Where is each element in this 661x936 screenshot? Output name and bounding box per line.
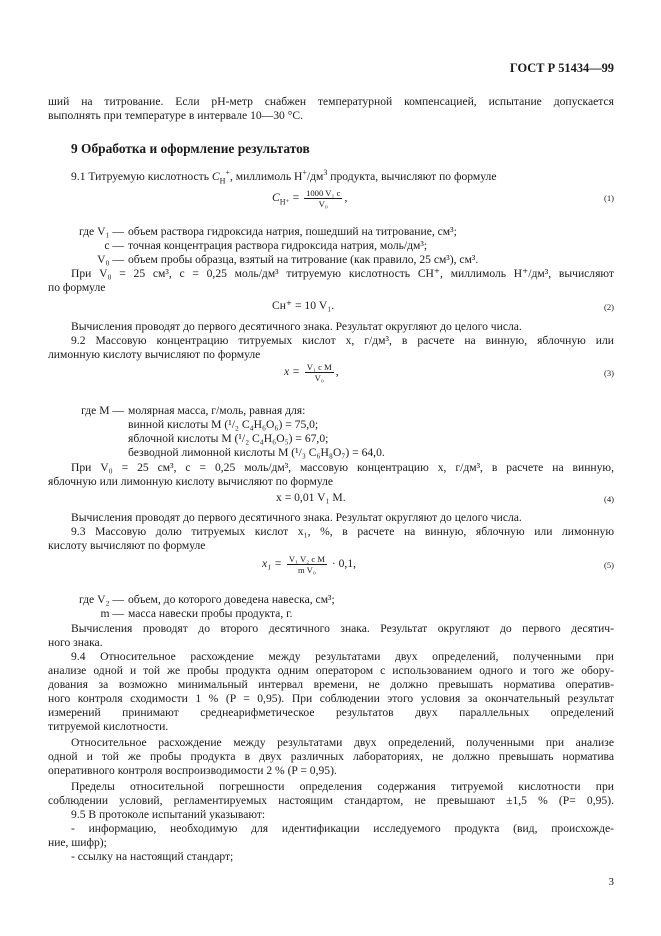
standard-header: ГОСТ Р 51434—99 xyxy=(509,61,614,75)
formula-2: Cн⁺ = 10 V₁. xyxy=(272,299,335,312)
p94b-line-2: одной и той же пробы продукта в двух различных лабораториях, не должно превышать норматива xyxy=(48,750,614,763)
where2-term: где M — xyxy=(81,404,124,417)
where3-term-1: где V₂ — xyxy=(78,593,124,606)
p94-line-3: дования за возможно минимальный интервал времени, не должно превышать норматива оператив- xyxy=(48,678,614,691)
p92-line-1: 9.2 Массовую концентрацию титруемых кислот x, г/дм³, в расчете на винную, яблочную или xyxy=(71,334,614,347)
formula-5: x₁ = $\frac{\text{V₁ V₂ c M}}{\text{m V₀}}$ · 0,1, xyxy=(262,554,357,575)
formula-4-number: (4) xyxy=(603,494,614,504)
protocol-item-1-cont: ние, шифр); xyxy=(48,836,107,849)
p91b-line-1: При V₀ = 25 см³, c = 0,25 моль/дм³ титруемую кислотность CН⁺, миллимоль Н⁺/дм³, вычисляют xyxy=(71,267,614,280)
p94-line-1: 9.4 Относительное расхождение между результатами двух определений, полученными при xyxy=(71,650,614,663)
formula-1: $C_{H^+}$ = $\frac{\text{1000 V₁ c}}{\text{V₀}}$ , xyxy=(272,188,348,209)
where1-def-3: объем пробы образца, взятый на титрование (как правило, 25 см³), см³. xyxy=(128,253,479,266)
p93-line-1: 9.3 Массовую долю титруемых кислот x₁, %, в расчете на винную, яблочную или лимонную xyxy=(71,525,614,538)
protocol-item-1: - информацию, необходимую для идентификации исследуемого продукта (вид, происхожде- xyxy=(71,822,614,835)
formula-2-number: (2) xyxy=(603,302,614,312)
p92-line-2: лимонную кислоту вычисляют по формуле xyxy=(48,348,261,361)
p94b-line-1: Относительное расхождение между результатами двух определений, полученными при анализе xyxy=(71,736,614,749)
formula-3: x = $\frac{\text{V₁ c M}}{\text{V₀}}$ , xyxy=(284,362,339,383)
calc-note-3-line-2: ного знака. xyxy=(48,636,103,649)
calc-note-2: Вычисления проводят до первого десятичного знака. Результат округляют до целого числа. xyxy=(71,511,522,524)
formula-3-number: (3) xyxy=(603,368,614,378)
formula-4: x = 0,01 V₁ M. xyxy=(276,491,346,504)
p92b-line-2: яблочную или лимонную кислоту вычисляют по формуле xyxy=(48,475,334,488)
molar-mass-citric: безводной лимонной кислоты M (¹/₃ C₆H₈O₇) = 64,0. xyxy=(128,446,385,459)
p94b-line-3: оперативного контроля воспроизводимости 2 % (P = 0,95). xyxy=(48,764,337,777)
p94-line-4: ного контроля сходимости 1 % (P = 0,95). При соблюдении этого условия за окончательный результат xyxy=(48,692,614,705)
intro-line-1: ший на титрование. Если pH-метр снабжен температурной компенсацией, испытание допускается xyxy=(48,95,614,108)
protocol-item-2: - ссылку на настоящий стандарт; xyxy=(71,850,234,863)
p91b-line-2: по формуле xyxy=(48,281,106,294)
p94-line-5: измерений принимают среднеарифметическое результатов двух параллельных определений xyxy=(48,706,614,719)
paragraph-9-5: 9.5 В протоколе испытаний указывают: xyxy=(71,808,266,821)
molar-mass-malic: яблочной кислоты M (¹/₂ C₄H₆O₅) = 67,0; xyxy=(128,432,329,445)
p94-line-2: анализе одной и той же пробы продукта одним оператором с использованием одного и того же обору- xyxy=(48,664,614,677)
paragraph-9-1: 9.1 Титруемую кислотность $C_H^+$, миллимоль $Н^+/дм^3$ продукта, вычисляют по формуле xyxy=(71,168,497,186)
calc-note-3-line-1: Вычисления проводят до второго десятичного знака. Результат округляют до первого десятич- xyxy=(71,622,614,635)
page-number: 3 xyxy=(608,876,614,888)
calc-note-1: Вычисления проводят до первого десятичного знака. Результат округляют до целого числа. xyxy=(71,320,522,333)
where1-term-3: V₀ — xyxy=(97,253,124,266)
formula-1-number: (1) xyxy=(603,193,614,203)
intro-line-2: выполнять при температуре в интервале 10—30 °С. xyxy=(48,109,304,122)
molar-mass-tartaric: винной кислоты M (¹/₂ C₄H₆O₆) = 75,0; xyxy=(128,418,319,431)
p92b-line-1: При V₀ = 25 см³, c = 0,25 моль/дм³, массовую концентрацию x, г/дм³, в расчете на винную, xyxy=(71,461,614,474)
formula-5-number: (5) xyxy=(603,560,614,570)
p94-line-6: титруемой кислотности. xyxy=(48,720,169,733)
p94c-line-2: соблюдении условий, регламентируемых настоящим стандартом, не превышают ±1,5 % (P= 0,95). xyxy=(48,794,614,807)
where3-def-1: объем, до которого доведена навеска, см³; xyxy=(128,593,335,606)
where2-def: молярная масса, г/моль, равная для: xyxy=(128,404,306,417)
where1-term-2: c — xyxy=(104,239,124,252)
p94c-line-1: Пределы относительной погрешности определения содержания титруемой кислотности при xyxy=(71,780,614,793)
where3-term-2: m — xyxy=(100,607,124,620)
where1-def-2: точная концентрация раствора гидроксида натрия, моль/дм³; xyxy=(128,239,428,252)
section-title: 9 Обработка и оформление результатов xyxy=(71,141,310,156)
where1-def-1: объем раствора гидроксида натрия, пошедший на титрование, см³; xyxy=(128,225,457,238)
p93-line-2: кислоту вычисляют по формуле xyxy=(48,539,206,552)
where3-def-2: масса навески пробы продукта, г. xyxy=(128,607,293,620)
where1-term-1: где V₁ — xyxy=(78,225,124,238)
